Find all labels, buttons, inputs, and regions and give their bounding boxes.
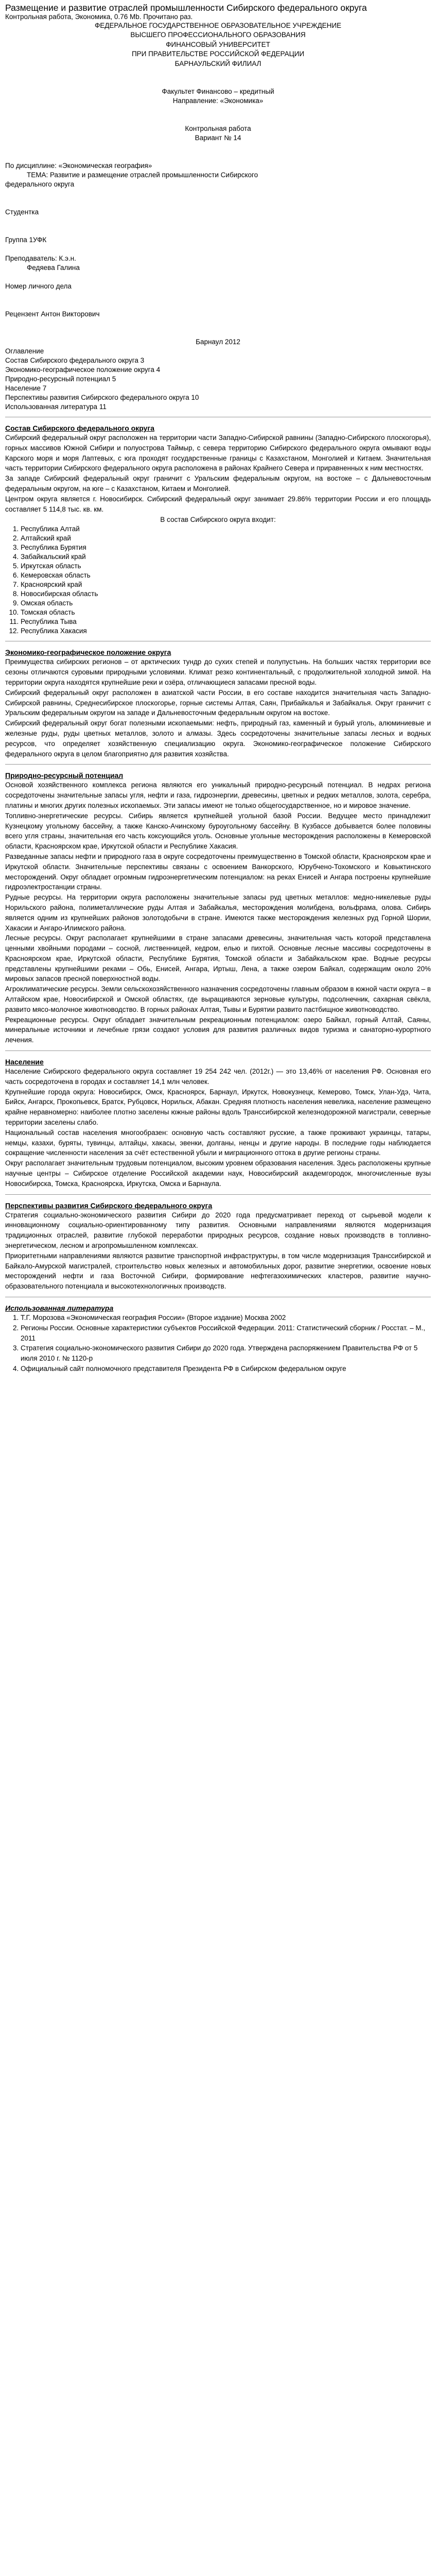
place-year — [5, 337, 431, 347]
list-item: 5. Иркутская область — [21, 562, 431, 571]
paragraph: Стратегия социально-экономического развития Сибири до 2020 года предусматривает переход от сырьевой модели к инновационному социально-ориентированному типу развития. Основными направлениями являются модернизация традиционных отраслей, развитие глубокой переработки природных ресурсов, создание новых производств в топливно-энергетическом, лесном и агропромышленном комплексах. — [5, 1211, 431, 1250]
paragraph: Сибирский федеральный округ расположен в азиатской части России, в его составе находится значительная часть Западно-Сибирской равнины, Среднесибирское плоскогорье, горные системы Алтая, Саян, Прибайкалья и Забайкалья. Округ граничит с Уральским федеральным округом на западе и Дальневосточным федеральным округом на востоке. — [5, 688, 431, 717]
document-meta: Контрольная работа, Экономика, 0.76 Mb. Прочитано раз. — [5, 13, 193, 21]
paragraph: Сибирский федеральный округ богат полезными ископаемыми: нефть, природный газ, каменный и бурый уголь, алюминиевые и железные руды, руды цветных металлов, золото и алмазы. Здесь сосредоточены значительные запасы лесных и водных ресурсов, что определяет хозяйственную специализацию округа. Экономико-географическое положение Сибирского федерального округа в целом благоприятно для развития хозяйства. — [5, 719, 431, 758]
teacher-name: Федяева Галина — [27, 264, 80, 272]
paragraph: Лесные ресурсы. Округ располагает крупнейшими в стране запасами древесины, значительная часть которой представлена ценными хвойными породами – сосной, лиственницей, кедром, елью и пихтой. Основные лесные массивы сосредоточены в Красноярском крае, Иркутской области, Республике Бурятия, Томской области и Забайкальском крае. Водные ресурсы представлены крупнейшими реками – Обь, Енисей, Ангара, Иртыш, Лена, а также озером Байкал, содержащим около 20% мировых запасов пресной поверхностной воды. — [5, 934, 431, 983]
direction: Направление: «Экономика» — [172, 97, 264, 105]
discipline: По дисциплине: «Экономическая география» — [5, 162, 152, 170]
list-item: 3. Стратегия социально-экономического развития Сибири до 2020 года. Утверждена распоряжением Правительства РФ от 5 июля 2010 г. № 1120-р — [21, 1343, 431, 1364]
topic-line: ТЕМА: Развитие и размещение отраслей промышленности Сибирского — [27, 171, 258, 179]
section-title-references: Использованная литература — [5, 1304, 114, 1312]
list-item: 7. Красноярский край — [21, 580, 431, 589]
list-item: 9. Омская область — [21, 599, 431, 608]
variant: Вариант № 14 — [195, 134, 241, 142]
work-type: Контрольная работа — [185, 125, 251, 132]
paragraph: Топливно-энергетические ресурсы. Сибирь является крупнейшей угольной базой России. Ведущее место принадлежит Кузнецкому угольному бассейну, а также Канско-Ачинскому буроугольному бассейну. В Кузбассе добывается более половины всего угля страны, значительная его часть коксующийся уголь. Основные угольные месторождения расположены в Кемеровской области, Красноярском крае, Иркутской области и Республике Хакасия. — [5, 811, 431, 851]
list-item: 12. Республика Хакасия — [21, 626, 431, 636]
paragraph: Национальный состав населения многообразен: основную часть составляют русские, а также проживают украинцы, татары, немцы, казахи, буряты, тувинцы, алтайцы, хакасы, эвенки, долганы, ненцы и другие народы. В последние годы наблюдается сокращение численности населения за счёт естественной убыли и миграционного оттока в другие регионы страны. — [5, 1128, 431, 1157]
toc-item[interactable]: Использованная литература 11 — [5, 403, 107, 411]
toc-item[interactable]: Население 7 — [5, 384, 47, 392]
divider — [5, 1194, 431, 1195]
author-block — [5, 208, 431, 319]
toc-item[interactable]: Природно-ресурсный потенциал 5 — [5, 375, 116, 383]
section-title-position: Экономико-географическое положение округа — [5, 648, 171, 657]
toc-item[interactable]: Состав Сибирского федерального округа 3 — [5, 357, 145, 364]
institution-header — [5, 21, 431, 69]
paragraph: За западе Сибирский федеральный округ граничит с Уральским федеральным округом, на востоке – с Дальневосточным федеральным округом, на юге – с Казахстаном, Китаем и Монголией. — [5, 474, 431, 493]
list-item: 11. Республика Тыва — [21, 617, 431, 626]
paragraph: Основой хозяйственного комплекса региона являются его уникальный природно-ресурсный потенциал. В недрах региона сосредоточены значительные запасы угля, нефти и газа, гидроэнергии, древесины, цветных и редких металлов, золота, серебра, платины и многих других полезных ископаемых. Эти запасы имеют не только общегосударственное, но и мировое значение. — [5, 781, 431, 809]
student-label: Студентка — [5, 208, 39, 216]
toc-item[interactable]: Перспективы развития Сибирского федерального округа 10 — [5, 394, 199, 401]
paragraph: Крупнейшие города округа: Новосибирск, Омск, Красноярск, Барнаул, Иркутск, Новокузнецк, Кемерово, Томск, Улан-Удэ, Чита, Бийск, Ангарск, Прокопьевск, Братск, Рубцовск, Норильск, Абакан. Средняя плотность населения невелика, население размещено крайне неравномерно: наиболее плотно заселены южные районы вдоль Транссибирской железнодорожной магистрали, северные территории заселены слабо. — [5, 1088, 431, 1127]
list-item: 1. Республика Алтай — [21, 524, 431, 534]
paragraph: Рудные ресурсы. На территории округа расположены значительные запасы руд цветных металлов: медно-никелевые руды Норильского района, полиметаллические руды Алтая и Забайкалья, месторождения молибдена, вольфрама, олова. Сибирь является одним из крупнейших районов золотодобычи в стране. Имеются также месторождения железных руд Горной Шории, Хакасии и Ангаро-Илимского района. — [5, 893, 431, 932]
paragraph: Разведанные запасы нефти и природного газа в округе сосредоточены преимущественно в Томской области, Красноярском крае и Иркутской области. Значительные перспективы связаны с освоением Ванкорского, Юрубчено-Тохомского и Ковыктинского месторождений. Округ обладает огромным гидроэнергетическим потенциалом: на реках Енисей и Ангара построены крупнейшие гидроэлектростанции страны. — [5, 852, 431, 891]
list-item: 2. Алтайский край — [21, 534, 431, 543]
paragraph: Округ располагает значительным трудовым потенциалом, высоким уровнем образования населения. Здесь расположены крупные научные центры – Сибирское отделение Российской академии наук, Новосибирский академгородок, многочисленные вузы Новосибирска, Томска, Красноярска, Иркутска, Омска и Барнаула. — [5, 1159, 431, 1188]
header-line: ВЫСШЕГО ПРОФЕССИОНАЛЬНОГО ОБРАЗОВАНИЯ — [130, 31, 306, 39]
header-line: ПРИ ПРАВИТЕЛЬСТВЕ РОССИЙСКОЙ ФЕДЕРАЦИИ — [131, 50, 305, 58]
paragraph: Сибирский федеральный округ расположен на территории части Западно-Сибирской равнины (Западно-Сибирского плоскогорья), горных массивов Южной Сибири и полуострова Таймыр, с севера территорию Сибирского федерального округа омывают воды Карского моря и моря Лаптевых, с юга проходят государственные границы с Казахстаном, Монголией и Китаем. Значительная часть территории Сибирского федерального округа расположена в районах Крайнего Севера и приравненных к ним местностях. — [5, 434, 431, 472]
divider — [5, 764, 431, 765]
work-block — [5, 124, 431, 143]
section-title-prospects: Перспективы развития Сибирского федерального округа — [5, 1201, 213, 1210]
record-label: Номер личного дела — [5, 282, 72, 290]
list-item: 10. Томская область — [21, 608, 431, 617]
list-item: 6. Кемеровская область — [21, 571, 431, 580]
paragraph: Агроклиматические ресурсы. Земли сельскохозяйственного назначения сосредоточены главным образом в южной части округа – в Алтайском крае, Новосибирской и Омской областях, где выращиваются зерновые культуры, подсолнечник, сахарная свёкла, развито мясо-молочное животноводство. В горных районах Алтая, Тывы и Бурятии развито пастбищное животноводство. — [5, 985, 431, 1013]
table-of-contents — [5, 347, 431, 412]
list-item: 1. Т.Г. Морозова «Экономическая география России» (Второе издание) Москва 2002 — [21, 1313, 431, 1323]
paragraph: Центром округа является г. Новосибирск. Сибирский федеральный округ занимает 29.86% территории России и его площадь составляет 5 114,8 тыс. кв. км. — [5, 495, 431, 513]
list-item: 4. Официальный сайт полномочного представителя Президента РФ в Сибирском федеральном округе — [21, 1364, 431, 1374]
paragraph: Население Сибирского федерального округа составляет 19 254 242 чел. (2012г.) — это 13,46% от населения РФ. Основная его часть сосредоточена в городах и составляет 14,1 млн человек. — [5, 1067, 431, 1086]
section-title-population: Население — [5, 1058, 44, 1066]
toc-heading: Оглавление — [5, 347, 44, 355]
discipline-block — [5, 161, 431, 189]
topic-line: федерального округа — [5, 180, 75, 188]
list-item: 8. Новосибирская область — [21, 589, 431, 599]
document-title: Размещение и развитие отраслей промышленности Сибирского федерального округа — [5, 3, 367, 13]
paragraph: Рекреационные ресурсы. Округ обладает значительным рекреационным потенциалом: озеро Байкал, горный Алтай, Саяны, минеральные источники и лечебные грязи создают условия для развития различных видов туризма и санаторно-курортного лечения. — [5, 1015, 431, 1044]
section-title-composition: Состав Сибирского федерального округа — [5, 424, 154, 432]
section-title-resources: Природно-ресурсный потенциал — [5, 771, 124, 780]
list-item: 3. Республика Бурятия — [21, 543, 431, 552]
group-label: Группа 1УФК — [5, 236, 47, 244]
divider — [5, 1050, 431, 1051]
paragraph: Преимущества сибирских регионов – от арктических тундр до сухих степей и полупустынь. На больших частях территории все сезоны отличаются суровыми природными условиями. Климат резко континентальный, с продолжительной холодной зимой. На территории округа находятся крупнейшие реки и озёра, отличающиеся запасами пресной воды. — [5, 658, 431, 686]
teacher-label: Преподаватель: К.э.н. — [5, 255, 76, 262]
reviewer: Рецензент Антон Викторович — [5, 310, 100, 318]
header-line: ФЕДЕРАЛЬНОЕ ГОСУДАРСТВЕННОЕ ОБРАЗОВАТЕЛЬНОЕ УЧРЕЖДЕНИЕ — [94, 21, 342, 29]
list-item: 2. Регионы России. Основные характеристики субъектов Российской Федерации. 2011: Статистический сборник / Росстат. – М., 2011 — [21, 1323, 431, 1344]
list-item: 4. Забайкальский край — [21, 552, 431, 562]
region-list — [5, 524, 431, 636]
reference-list — [5, 1313, 431, 1374]
place-year-text: Барнаул 2012 — [196, 338, 240, 346]
header-line: БАРНАУЛЬСКИЙ ФИЛИАЛ — [175, 59, 261, 67]
paragraph: Приоритетными направлениями являются развитие транспортной инфраструктуры, в том числе модернизация Транссибирской и Байкало-Амурской магистралей, строительство новых железных и автомобильных дорог, развитие энергетики, освоение новых месторождений нефти и газа Восточной Сибири, формирование нефтегазохимических кластеров, развитие научно-образовательного потенциала и высокотехнологичных производств. — [5, 1251, 431, 1291]
faculty: Факультет Финансово – кредитный — [162, 88, 274, 95]
region-list-caption: В состав Сибирского округа входит: — [160, 516, 276, 524]
toc-item[interactable]: Экономико-географическое положение округа 4 — [5, 366, 161, 374]
faculty-block — [5, 87, 431, 106]
header-line: ФИНАНСОВЫЙ УНИВЕРСИТЕТ — [166, 40, 270, 48]
